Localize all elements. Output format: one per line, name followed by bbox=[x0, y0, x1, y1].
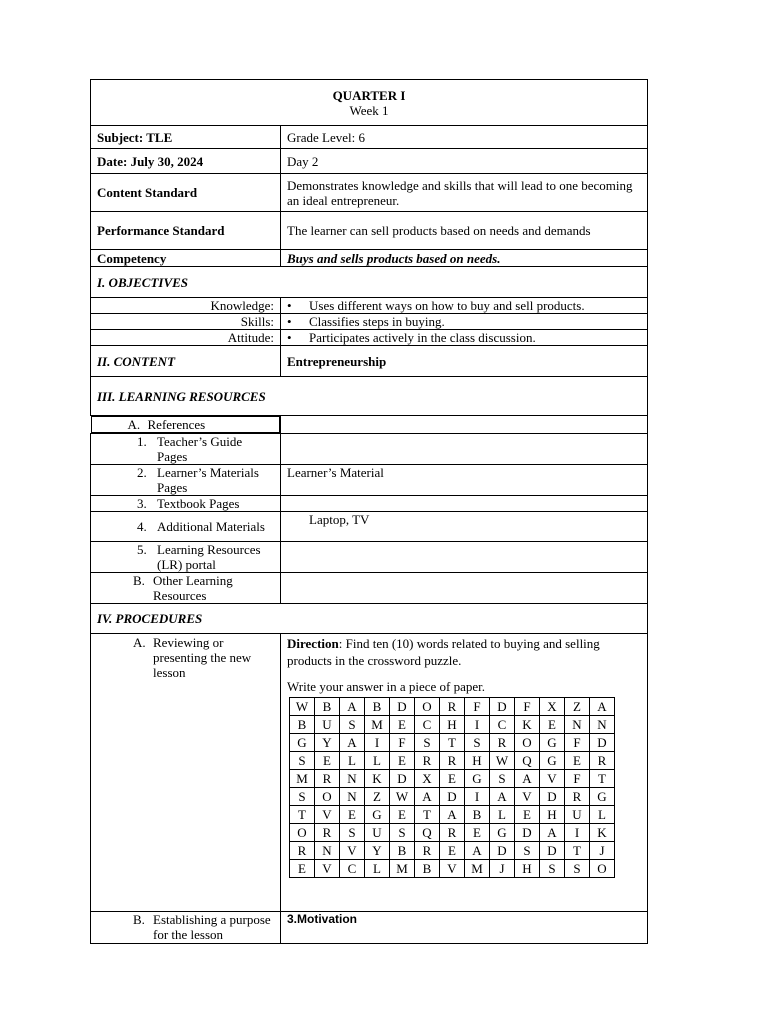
grid-cell: U bbox=[565, 806, 590, 824]
grid-cell: S bbox=[390, 824, 415, 842]
grid-cell: B bbox=[390, 842, 415, 860]
grid-cell: M bbox=[390, 860, 415, 878]
grid-cell: V bbox=[515, 788, 540, 806]
grid-cell: A bbox=[490, 788, 515, 806]
grid-cell: N bbox=[340, 788, 365, 806]
grid-cell: R bbox=[590, 752, 615, 770]
grid-cell: C bbox=[415, 716, 440, 734]
grid-row bbox=[290, 824, 615, 842]
grid-cell: Y bbox=[365, 842, 390, 860]
direction-text: Direction: Find ten (10) words related to buying and selling products in the crossword puzzle. bbox=[287, 636, 600, 668]
grid-cell: R bbox=[315, 770, 340, 788]
grid-row bbox=[290, 788, 615, 806]
grid-cell: R bbox=[490, 734, 515, 752]
content-value: Entrepreneurship bbox=[281, 346, 648, 377]
grid-cell: H bbox=[440, 716, 465, 734]
grid-cell: F bbox=[565, 770, 590, 788]
resource-item-value bbox=[281, 542, 648, 573]
content-standard-value: Demonstrates knowledge and skills that will lead to one becoming an ideal entrepreneur. bbox=[281, 174, 648, 212]
objective-label: Knowledge: bbox=[91, 298, 281, 314]
grid-cell: B bbox=[415, 860, 440, 878]
resource-item-value: Learner’s Material bbox=[281, 465, 648, 496]
objective-value: • Participates actively in the class discussion. bbox=[281, 330, 648, 346]
grid-cell: M bbox=[365, 716, 390, 734]
grid-row bbox=[290, 860, 615, 878]
grid-cell: G bbox=[290, 734, 315, 752]
resource-item-label: Teacher’s Guide Pages bbox=[157, 434, 243, 464]
grid-cell: R bbox=[415, 842, 440, 860]
quarter-title: QUARTER I bbox=[332, 87, 406, 103]
resource-item-label: Textbook Pages bbox=[157, 496, 240, 511]
grid-cell: E bbox=[465, 824, 490, 842]
grid-cell: F bbox=[465, 698, 490, 716]
grid-cell: O bbox=[290, 824, 315, 842]
grid-row bbox=[290, 770, 615, 788]
date-cell: Date: July 30, 2024 bbox=[91, 149, 281, 174]
grid-cell: E bbox=[515, 806, 540, 824]
resource-item-row: 5. Learning Resources (LR) portal bbox=[91, 542, 648, 573]
grid-cell: S bbox=[465, 734, 490, 752]
grid-cell: S bbox=[515, 842, 540, 860]
objective-value: • Uses different ways on how to buy and sell products. bbox=[281, 298, 648, 314]
grid-cell: D bbox=[515, 824, 540, 842]
resource-item-row: 3. Textbook Pages bbox=[91, 496, 648, 512]
write-instruction: Write your answer in a piece of paper. bbox=[287, 679, 486, 694]
purpose-label: Establishing a purpose for the lesson bbox=[153, 912, 271, 942]
grid-cell: L bbox=[365, 860, 390, 878]
grid-cell: E bbox=[390, 752, 415, 770]
grid-cell: D bbox=[390, 698, 415, 716]
grid-cell: T bbox=[415, 806, 440, 824]
grid-cell: I bbox=[365, 734, 390, 752]
grid-cell: B bbox=[465, 806, 490, 824]
grid-cell: T bbox=[565, 842, 590, 860]
grid-cell: C bbox=[490, 716, 515, 734]
grid-cell: F bbox=[390, 734, 415, 752]
performance-standard-value: The learner can sell products based on needs and demands bbox=[281, 212, 648, 250]
references-label: A. References bbox=[91, 416, 281, 433]
grid-row bbox=[290, 734, 615, 752]
resource-item-label: Learning Resources (LR) portal bbox=[157, 542, 261, 572]
procedures-heading: IV. PROCEDURES bbox=[91, 604, 648, 634]
grid-cell: X bbox=[415, 770, 440, 788]
grid-cell: S bbox=[415, 734, 440, 752]
grid-cell: S bbox=[565, 860, 590, 878]
grid-cell: K bbox=[365, 770, 390, 788]
grid-cell: R bbox=[440, 752, 465, 770]
grid-cell: D bbox=[390, 770, 415, 788]
grid-cell: R bbox=[415, 752, 440, 770]
grid-cell: E bbox=[390, 716, 415, 734]
purpose-row: B. Establishing a purpose for the lesson 3.Motivation bbox=[91, 912, 648, 944]
competency-value: Buys and sells products based on needs. bbox=[281, 250, 648, 267]
grid-row bbox=[290, 716, 615, 734]
grid-cell: V bbox=[315, 806, 340, 824]
grid-cell: L bbox=[365, 752, 390, 770]
grid-cell: R bbox=[440, 698, 465, 716]
grid-cell: E bbox=[440, 770, 465, 788]
date-row bbox=[91, 149, 648, 174]
grid-cell: E bbox=[315, 752, 340, 770]
grid-row bbox=[290, 842, 615, 860]
subject-row bbox=[91, 126, 648, 149]
grid-cell: D bbox=[540, 788, 565, 806]
grid-cell: M bbox=[465, 860, 490, 878]
review-content bbox=[281, 634, 648, 912]
objective-label: Skills: bbox=[91, 314, 281, 330]
grid-cell: V bbox=[315, 860, 340, 878]
resource-item-row: 1. Teacher’s Guide Pages bbox=[91, 434, 648, 465]
resource-item-row: 4. Additional Materials Laptop, TV bbox=[91, 512, 648, 542]
grid-cell: D bbox=[440, 788, 465, 806]
review-row: A. Reviewing or presenting the new lesson Direction: Find ten (10) words related to buying and selling products in the crossword puzzle. Write your answer in a piece of paper. W B A B D O R F D F X Z A B U S M E C H I C K E N N G Y A I F S T S R O G F D S E L L E R R H W Q G E R M R N K D X E G S A V F T S O N Z W A D I A V D R G T V E G E T A B L E H U L O R S U S Q R E G D A I K R N V Y B R E A D S D T J E V C L M B V M J H S S O bbox=[91, 634, 648, 912]
grid-cell: A bbox=[415, 788, 440, 806]
grid-cell: D bbox=[490, 698, 515, 716]
grid-cell: T bbox=[440, 734, 465, 752]
grid-cell: Q bbox=[515, 752, 540, 770]
grid-cell: T bbox=[590, 770, 615, 788]
grid-cell: O bbox=[590, 860, 615, 878]
grid-cell: N bbox=[315, 842, 340, 860]
grid-cell: S bbox=[340, 824, 365, 842]
grid-cell: O bbox=[415, 698, 440, 716]
objectives-heading: I. OBJECTIVES bbox=[91, 267, 648, 298]
grid-cell: H bbox=[515, 860, 540, 878]
grid-cell: R bbox=[290, 842, 315, 860]
other-resources-row: B. Other Learning Resources bbox=[91, 573, 648, 604]
resource-item-row: 2. Learner’s Materials Pages Learner’s Material bbox=[91, 465, 648, 496]
objective-label: Attitude: bbox=[91, 330, 281, 346]
grid-cell: G bbox=[465, 770, 490, 788]
grid-cell: R bbox=[565, 788, 590, 806]
content-standard-label: Content Standard bbox=[91, 174, 281, 212]
grid-cell: E bbox=[340, 806, 365, 824]
objectives-heading-row bbox=[91, 267, 648, 298]
header-row bbox=[91, 80, 648, 126]
content-standard-row bbox=[91, 174, 648, 212]
other-resources-label: Other Learning Resources bbox=[153, 573, 233, 603]
grid-cell: B bbox=[315, 698, 340, 716]
grid-cell: X bbox=[540, 698, 565, 716]
objective-row bbox=[91, 298, 648, 314]
performance-standard-label: Performance Standard bbox=[91, 212, 281, 250]
grid-cell: A bbox=[590, 698, 615, 716]
grid-cell: E bbox=[390, 806, 415, 824]
grid-cell: E bbox=[440, 842, 465, 860]
grid-cell: G bbox=[490, 824, 515, 842]
grid-cell: G bbox=[590, 788, 615, 806]
references-row bbox=[91, 416, 648, 434]
grid-cell: N bbox=[590, 716, 615, 734]
grid-cell: L bbox=[340, 752, 365, 770]
content-heading: II. CONTENT bbox=[91, 346, 281, 377]
resource-item-value: Laptop, TV bbox=[281, 512, 648, 542]
grid-cell: K bbox=[515, 716, 540, 734]
grid-cell: K bbox=[590, 824, 615, 842]
lesson-plan-document bbox=[90, 79, 648, 944]
grid-cell: Q bbox=[415, 824, 440, 842]
competency-row bbox=[91, 250, 648, 267]
content-row bbox=[91, 346, 648, 377]
grid-cell: J bbox=[490, 860, 515, 878]
review-label: Reviewing or presenting the new lesson bbox=[153, 635, 252, 680]
competency-label: Competency bbox=[91, 250, 281, 267]
objective-row bbox=[91, 314, 648, 330]
performance-standard-row bbox=[91, 212, 648, 250]
grid-cell: G bbox=[540, 752, 565, 770]
grid-cell: S bbox=[490, 770, 515, 788]
grid-cell: R bbox=[315, 824, 340, 842]
grid-cell: I bbox=[565, 824, 590, 842]
grid-cell: H bbox=[540, 806, 565, 824]
grid-cell: H bbox=[465, 752, 490, 770]
grid-cell: A bbox=[540, 824, 565, 842]
grid-cell: V bbox=[540, 770, 565, 788]
grid-cell: B bbox=[365, 698, 390, 716]
procedures-heading-row bbox=[91, 604, 648, 634]
grid-cell: U bbox=[365, 824, 390, 842]
word-search-grid bbox=[289, 697, 615, 878]
grid-cell: V bbox=[440, 860, 465, 878]
grid-cell: A bbox=[515, 770, 540, 788]
grid-cell: A bbox=[340, 734, 365, 752]
grid-cell: M bbox=[290, 770, 315, 788]
grid-cell: N bbox=[565, 716, 590, 734]
grid-cell: N bbox=[340, 770, 365, 788]
grid-cell: Z bbox=[365, 788, 390, 806]
grid-cell: Z bbox=[565, 698, 590, 716]
grade-cell: Grade Level: 6 bbox=[281, 126, 648, 149]
grid-cell: S bbox=[290, 752, 315, 770]
grid-cell: L bbox=[490, 806, 515, 824]
resource-item-label: Learner’s Materials Pages bbox=[157, 465, 259, 495]
grid-cell: S bbox=[340, 716, 365, 734]
grid-cell: G bbox=[540, 734, 565, 752]
grid-cell: L bbox=[590, 806, 615, 824]
grid-cell: G bbox=[365, 806, 390, 824]
motivation-label: 3.Motivation bbox=[281, 912, 648, 944]
grid-cell: J bbox=[590, 842, 615, 860]
grid-cell: S bbox=[540, 860, 565, 878]
grid-cell: E bbox=[290, 860, 315, 878]
grid-cell: F bbox=[565, 734, 590, 752]
day-cell: Day 2 bbox=[281, 149, 648, 174]
week-label: Week 1 bbox=[349, 102, 389, 118]
grid-cell: T bbox=[290, 806, 315, 824]
grid-cell: R bbox=[440, 824, 465, 842]
grid-cell: I bbox=[465, 716, 490, 734]
grid-cell: C bbox=[340, 860, 365, 878]
grid-cell: I bbox=[465, 788, 490, 806]
grid-cell: U bbox=[315, 716, 340, 734]
grid-cell: F bbox=[515, 698, 540, 716]
grid-cell: Y bbox=[315, 734, 340, 752]
grid-cell: E bbox=[540, 716, 565, 734]
resource-item-value bbox=[281, 496, 648, 512]
grid-cell: E bbox=[565, 752, 590, 770]
lesson-plan-table bbox=[90, 79, 648, 944]
grid-row bbox=[290, 806, 615, 824]
grid-cell: A bbox=[340, 698, 365, 716]
grid-cell: O bbox=[315, 788, 340, 806]
grid-cell: W bbox=[390, 788, 415, 806]
grid-cell: D bbox=[540, 842, 565, 860]
grid-cell: A bbox=[465, 842, 490, 860]
objective-row bbox=[91, 330, 648, 346]
grid-cell: A bbox=[440, 806, 465, 824]
grid-cell: W bbox=[490, 752, 515, 770]
grid-cell: S bbox=[290, 788, 315, 806]
grid-cell: O bbox=[515, 734, 540, 752]
grid-cell: D bbox=[490, 842, 515, 860]
subject-cell: Subject: TLE bbox=[91, 126, 281, 149]
resources-heading-row bbox=[91, 377, 648, 416]
objective-value: • Classifies steps in buying. bbox=[281, 314, 648, 330]
grid-cell: D bbox=[590, 734, 615, 752]
grid-row bbox=[290, 698, 615, 716]
grid-cell: B bbox=[290, 716, 315, 734]
resource-item-value bbox=[281, 434, 648, 465]
resource-item-label: Additional Materials bbox=[157, 519, 265, 534]
grid-cell: W bbox=[290, 698, 315, 716]
grid-cell: V bbox=[340, 842, 365, 860]
grid-row bbox=[290, 752, 615, 770]
resources-heading: III. LEARNING RESOURCES bbox=[91, 377, 648, 416]
